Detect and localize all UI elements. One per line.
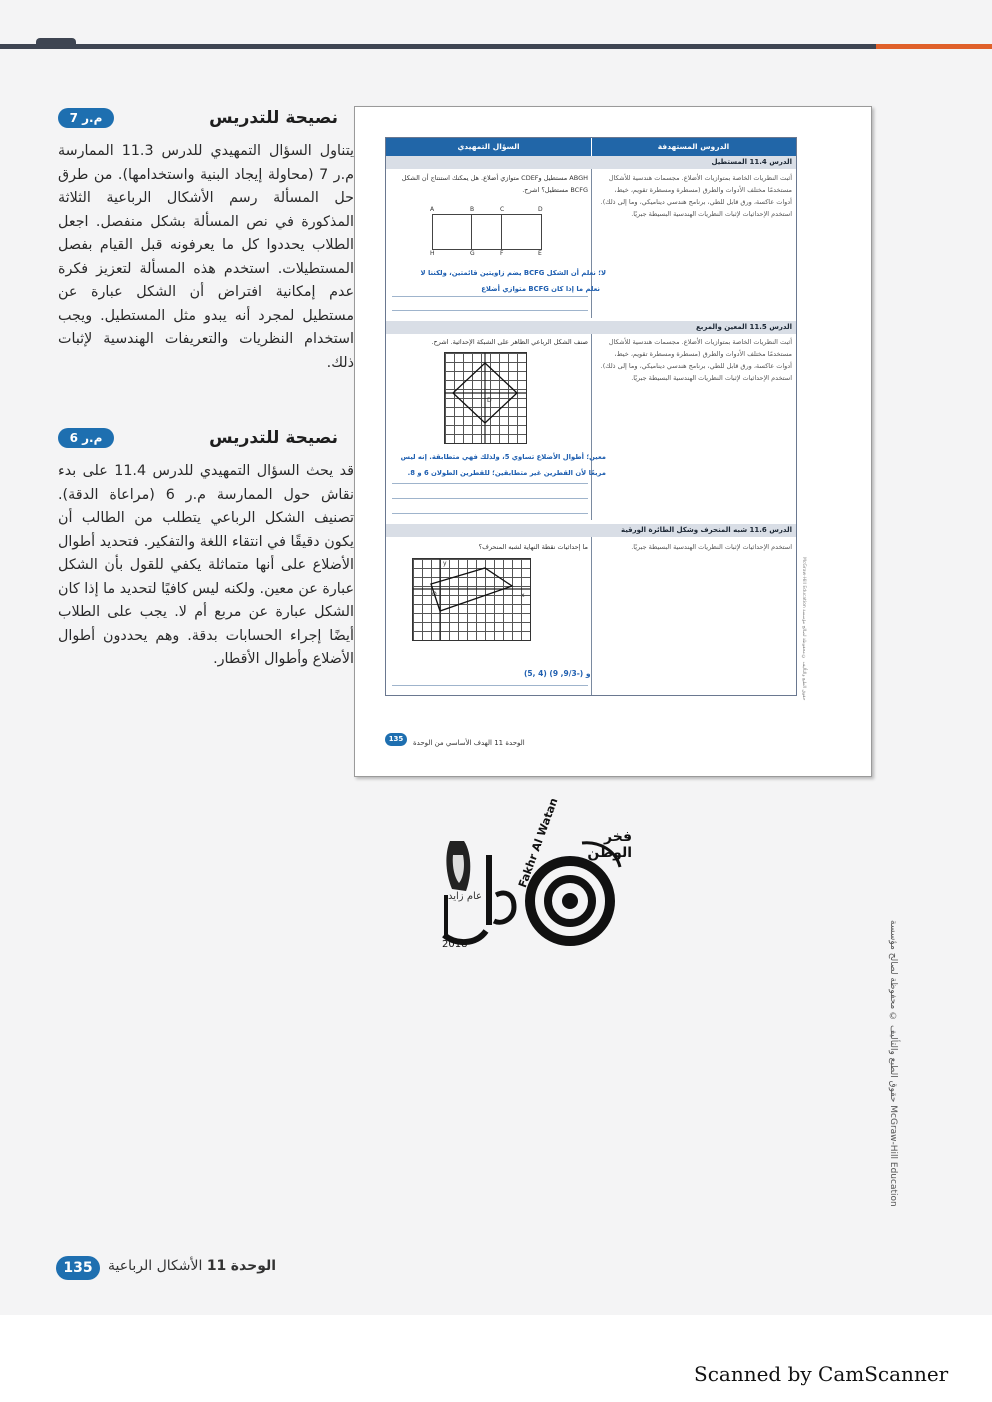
rhombus-shape [445, 353, 526, 443]
teaching-tip-2 [58, 426, 354, 672]
answer-rule [392, 513, 588, 514]
year-of-zayed-stamp [436, 835, 520, 955]
page-number-pill: 135 [56, 1256, 100, 1280]
figure-label: A [430, 206, 435, 213]
figure-label: E [538, 250, 542, 257]
answer-line-2: مربعًا لأن القطرين غير متطابقين؛ للقطرين الطولان 6 و 8. [407, 469, 606, 477]
answer-rule [392, 498, 588, 499]
answer-rule [392, 483, 588, 484]
warmup-question: ما إحداثيات نقطة النهاية لشبه المنحرف؟ [478, 543, 588, 551]
inset-copyright: McGraw-Hill Education حقوق الطبع والتأليف © محفوظة لصالح مؤسسة [801, 557, 806, 701]
lesson-objectives: استخدم الإحداثيات لإثبات النظريات الهندسية البسيطة جبريًا. [631, 543, 792, 551]
unit-label: الوحدة [230, 1258, 277, 1274]
scanner-watermark: Scanned by CamScanner [694, 1362, 949, 1386]
column-divider [591, 537, 592, 695]
figure-label: D [487, 397, 492, 404]
top-accent [876, 44, 992, 49]
teaching-tip-title: نصيحة للتدريس [209, 108, 338, 128]
inset-page-number: 135 [385, 733, 407, 746]
teaching-tip-1 [58, 106, 354, 375]
coordinate-grid [412, 558, 531, 641]
top-tab [36, 38, 76, 48]
answer-coordinates: (5, 4) و (-9/3, 9) [524, 669, 591, 678]
answer-rule [392, 685, 588, 686]
origin-label: O [432, 591, 437, 598]
rectangles-figure [432, 214, 542, 250]
practice-badge: م.ر 6 [58, 428, 114, 448]
lessons-table [385, 137, 797, 696]
coordinate-grid [444, 352, 527, 444]
answer-rule [392, 310, 588, 311]
figure-label: G [470, 250, 475, 257]
fakhr-latin-text: Fakhr Al Watan [516, 796, 561, 890]
column-divider [591, 334, 592, 520]
unit-number: 11 [206, 1258, 227, 1274]
axis-label-x: x [521, 592, 525, 599]
answer-line-1: لا؛ نعلم أن الشكل BCFG يضم زاويتين قائمتين، ولكننا لا [420, 269, 606, 277]
fakhr-al-watan-stamp [516, 796, 632, 955]
answer-rule [392, 296, 588, 297]
teaching-tip-body: قد يحث السؤال التمهيدي للدرس 11.4 على بدء نقاش حول الممارسة م.ر 6 (مراعاة الدقة). تصنيف الشكل الرباعي يتطلب من الطالب أن يكون دقيقًا في انتقاء اللغة والتفكير. فتحديد أطوال الأضلاع على أنها متماثلة يكفي للقول بأن الشكل عبارة عن معين. ولكنه ليس كافيًا لتحديد ما إذا كان الشكل عبارة عن مربع أم لا. يجب على الطلاب أيضًا إجراء الحسابات بدقة. وهم يحددون أطوال الأضلاع وأطوال الأقطار. [58, 463, 354, 667]
figure-label: F [500, 250, 504, 257]
figure-label: C [500, 206, 505, 213]
unit-title: الأشكال الرباعية [108, 1258, 203, 1274]
inset-footer: الوحدة 11 الهدف الأساسي من الوحدة [413, 739, 525, 747]
unit-footer [108, 1258, 276, 1274]
zayed-label: عام زايد [448, 891, 483, 902]
table-header [386, 138, 796, 156]
teaching-tip-title: نصيحة للتدريس [209, 428, 338, 448]
header-target-lessons: الدروس المستهدفة [657, 142, 730, 151]
figure-label: D [538, 206, 543, 213]
practice-badge: م.ر 7 [58, 108, 114, 128]
zayed-year: 2018 [442, 939, 468, 950]
warmup-question: صنف الشكل الرباعي الظاهر على الشبكة الإحداثية. اشرح. [431, 338, 588, 346]
copyright-notice: حقوق الطبع والتأليف © محفوظة لصالح مؤسسة McGraw-Hill Education [888, 920, 898, 1207]
lesson-bar: الدرس 11.5 المعين والمربع [386, 321, 796, 334]
lesson-bar: الدرس 11.4 المستطيل [386, 156, 796, 169]
top-rule [0, 44, 992, 49]
teaching-tip-body: يتناول السؤال التمهيدي للدرس 11.3 الممارسة م.ر 7 (محاولة إيجاد البنية واستخدامها). من طرق حل المسألة رسم الأشكال الرباعية الثلاثة المذكورة في نص المسألة بشكل منفصل. اجعل الطلاب يحددوا كل ما يعرفونه قبل القيام بفصل المستطيلات. استخدم هذه المسألة لتعزيز فكرة عدم إمكانية افتراض أن الشكل عبارة عن مستطيل لمجرد أنه يبدو مثل المستطيل. ويجب استخدام النظريات والتعريفات الهندسية لإثبات ذلك. [58, 143, 354, 371]
lesson-objectives: أثبت النظريات الخاصة بمتوازيات الأضلاع. مجسمات هندسية للأشكال مستخدمًا مختلف الأدوات والطرق (مسطرة ومسطرة تقويم، خيط، أدوات عاكسة، ورق قابل للطي، برنامج هندسي ديناميكي، وما إلى ذلك). استخدم الإحداثيات لإثبات النظريات الهندسية البسيطة جبريًا. [600, 338, 792, 382]
fakhr-arabic-text: فخر الوطن [587, 829, 632, 861]
figure-label: H [430, 250, 435, 257]
answer-line-1: معين؛ أطوال الأضلاع تساوي 5، ولذلك فهي متطابقة. إنه ليس [400, 453, 606, 461]
header-warmup: السؤال التمهيدي [386, 138, 592, 156]
trapezoid-shape [413, 559, 530, 640]
lesson-bar: الدرس 11.6 شبه المنحرف وشكل الطائرة الورقية [386, 524, 796, 537]
lesson-objectives: أثبت النظريات الخاصة بمتوازيات الأضلاع. مجسمات هندسية للأشكال مستخدمًا مختلف الأدوات والطرق (مسطرة ومسطرة تقويم، خيط، أدوات عاكسة، ورق قابل للطي، برنامج هندسي ديناميكي، وما إلى ذلك). استخدم الإحداثيات لإثبات النظريات الهندسية البسيطة جبريًا. [600, 174, 792, 218]
inset-page-thumbnail [354, 106, 872, 777]
answer-line-2: نعلم ما إذا كان BCFG متوازي أضلاع [481, 285, 600, 293]
figure-label: B [470, 206, 475, 213]
page-edge [982, 290, 992, 350]
axis-label-y: y [443, 560, 447, 567]
warmup-question: ABGH مستطيل وCDEF متوازي أضلاع. هل يمكنك استنتاج أن الشكل BCFG مستطيل؟ اشرح. [401, 174, 588, 194]
